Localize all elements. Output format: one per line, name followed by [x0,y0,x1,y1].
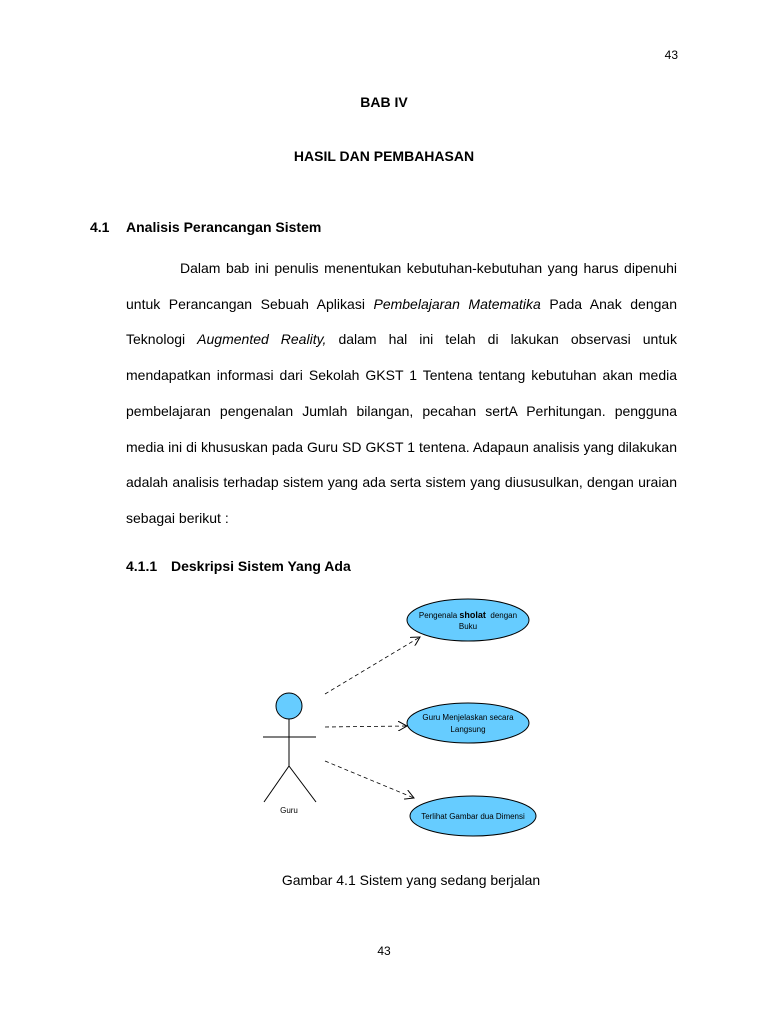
paragraph-text-2: Pada Anak dengan Teknologi [126,295,677,348]
use-case-1-line-1: Pengenala sholat dengan [418,610,518,620]
page-number-bottom: 43 [377,944,391,958]
subsection-title: Deskripsi Sistem Yang Ada [171,558,351,574]
paragraph [126,251,677,537]
actor-label: Guru [280,806,298,815]
paragraph-italic-2: Augmented Reality, [197,331,327,348]
use-case-gambar-dua-dimensi [410,796,536,836]
chapter-title: HASIL DAN PEMBAHASAN [293,148,475,164]
page-number-top: 43 [664,48,678,62]
association-arrow-1 [325,637,420,694]
use-case-pengenalan-sholat [407,599,529,641]
subsection-heading [126,558,351,574]
section-number: 4.1 [90,219,110,235]
use-case-2-line-2: Langsung [450,725,486,734]
section-title: Analisis Perancangan Sistem [126,219,322,235]
actor-leg-right [289,766,316,802]
actor-leg-left [264,766,289,802]
body-text [126,251,677,537]
use-case-guru-menjelaskan [407,703,529,743]
use-case-ellipse-2 [407,703,529,743]
paragraph-text-3: dalam hal ini telah di lakukan observasi untuk mendapatkan informasi dari Sekolah GKST 1 Tentena tentang kebutuhan akan media pembelajaran pengenalan Jumlah bilangan, pecahan sertA Perhitungan. pengguna media ini di khususkan pada Guru SD GKST 1 tentena. Adapaun analisis yang dilakukan adalah analisis terhadap sistem yang ada serta sistem yang diususulkan, dengan uraian sebagai berikut : [126,331,677,526]
use-case-1-line-2: Buku [458,622,478,631]
use-case-2-line-1: Guru Menjelaskan secara [422,713,514,722]
association-arrow-3 [325,761,414,798]
actor-guru [263,693,316,815]
chapter-heading: BAB IV [360,94,408,110]
use-case-3-line-1: Terlihat Gambar dua Dimensi [421,812,525,821]
subsection-number: 4.1.1 [126,558,158,574]
use-case-diagram [250,598,550,838]
paragraph-italic-1: Pembelajaran Matematika [373,295,541,312]
section-heading [90,219,321,235]
figure-caption: Gambar 4.1 Sistem yang sedang berjalan [281,872,541,888]
use-case-ellipse-1 [407,599,529,641]
actor-head [276,693,302,719]
association-arrow-2 [325,726,407,727]
paragraph-text-1: Dalam bab ini penulis menentukan kebutuhan-kebutuhan yang harus dipenuhi untuk Perancangan Sebuah Aplikasi [126,260,677,312]
